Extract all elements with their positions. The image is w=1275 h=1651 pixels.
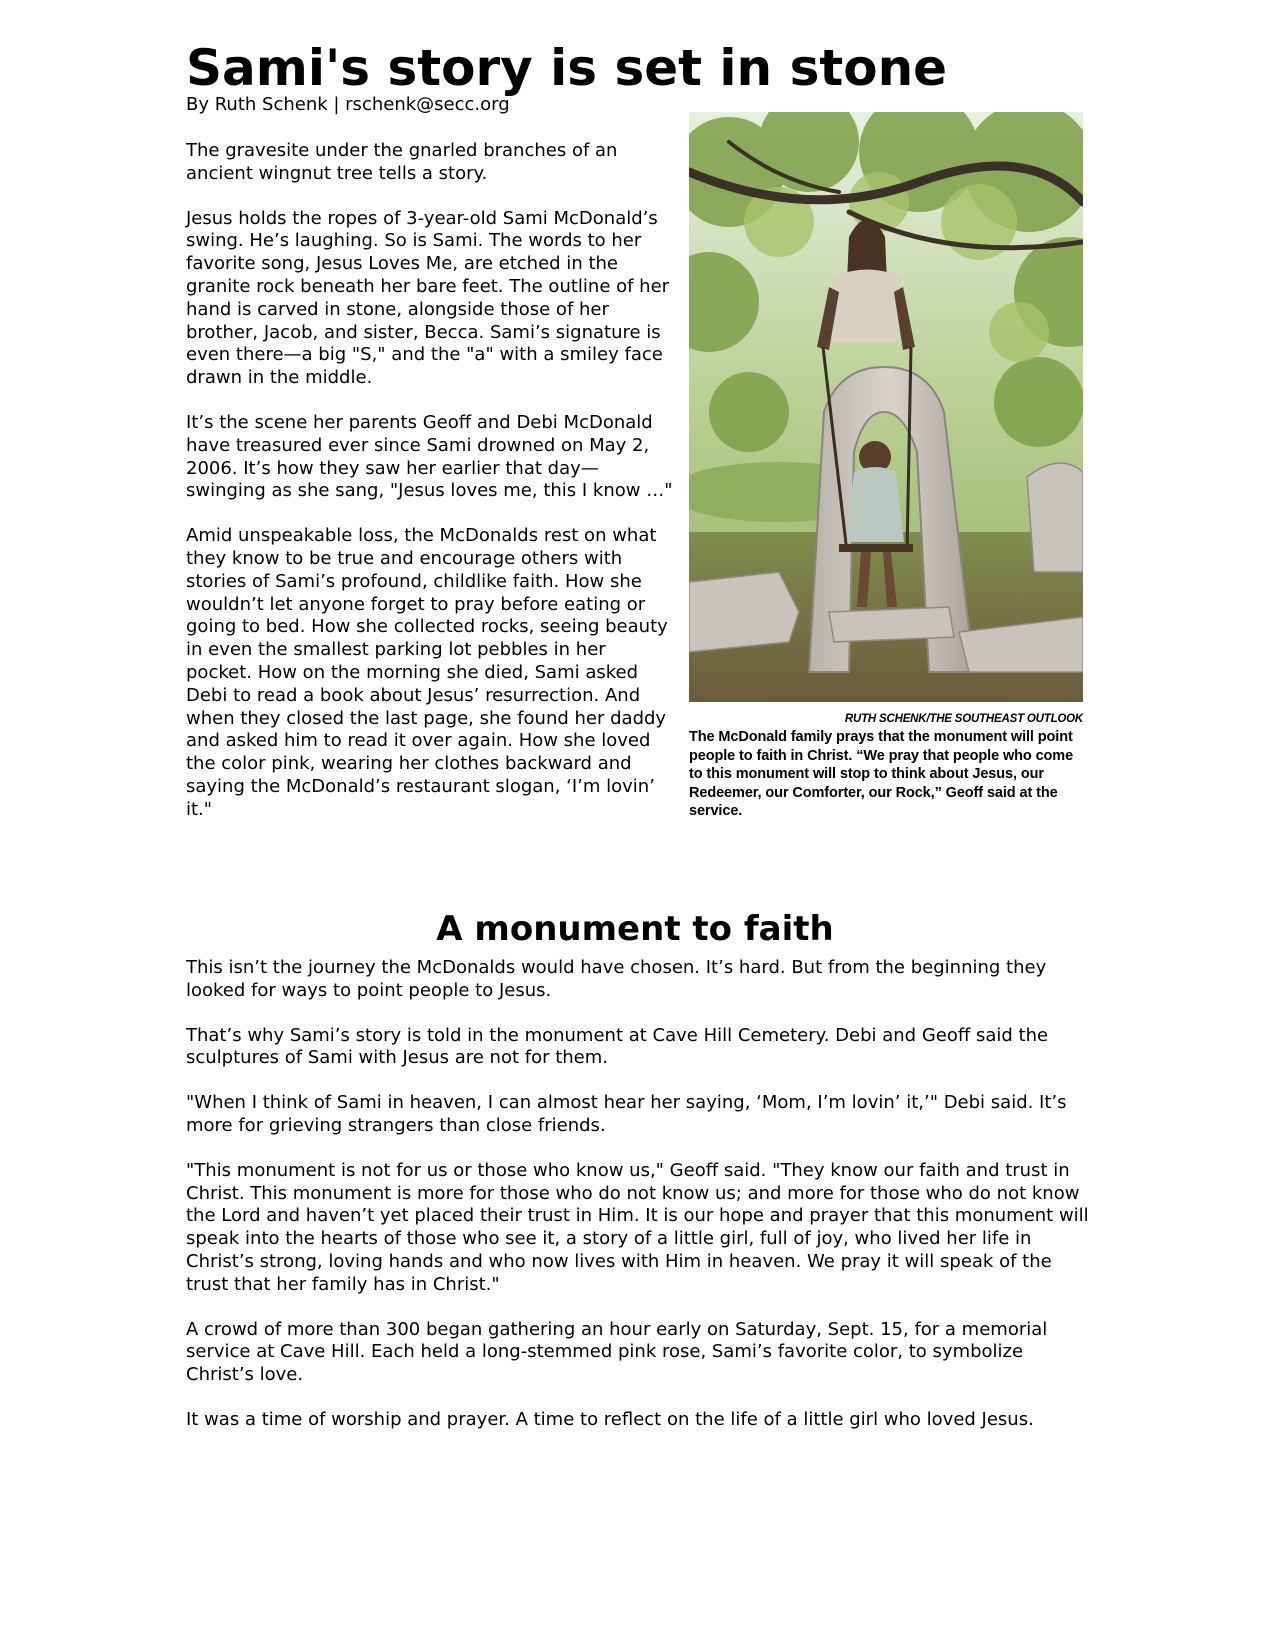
paragraph: This isn’t the journey the McDonalds would have chosen. It’s hard. But from the beginning they looked for ways to point people to Jesus. — [186, 957, 1047, 1001]
paragraph: That’s why Sami’s story is told in the monument at Cave Hill Cemetery. Debi and Geoff said the sculptures of Sami with Jesus are not for them. — [186, 1024, 1049, 1069]
article-intro — [186, 140, 676, 844]
paragraph: "This monument is not for us or those who know us," Geoff said. "They know our faith and trust in Christ. This monument is more for those who do not know us; and more for those who do not know the Lord and haven’t yet placed their trust in Him. It is our hope and prayer that this monument will speak into the hearts of those who see it, a story of a little girl, full of joy, who lived her life in Christ’s strong, loving hands and who now lives with Him in heaven. We pray it will speak of the trust that her family has in Christ." — [186, 1159, 1089, 1295]
paragraph: "When I think of Sami in heaven, I can almost hear her saying, ‘Mom, I’m lovin’ it,’" Debi said. It’s more for grieving strangers than close friends. — [186, 1092, 1067, 1136]
article-body — [186, 957, 1091, 1454]
photo-credit: RUTH SCHENK/THE SOUTHEAST OUTLOOK — [844, 713, 1083, 725]
article-title: Sami's story is set in stone — [186, 39, 948, 97]
byline: By Ruth Schenk | rschenk@secc.org — [186, 94, 510, 115]
paragraph: It’s the scene her parents Geoff and Debi McDonald have treasured ever since Sami drowned on May 2, 2006. It’s how they saw her earlier that day—swinging as she sang, "Jesus loves me, this I know …" — [186, 411, 673, 502]
paragraph: The gravesite under the gnarled branches of an ancient wingnut tree tells a story. — [186, 140, 618, 184]
photo-figure — [689, 112, 1083, 821]
paragraph: Amid unspeakable loss, the McDonalds rest on what they know to be true and encourage others with stories of Sami’s profound, childlike faith. How she wouldn’t let anyone forget to pray before eating or going to bed. How she collected rocks, seeing beauty in even the smallest parking lot pebbles in her pocket. How on the morning she died, Sami asked Debi to read a book about Jesus’ resurrection. And when they closed the last page, she found her daddy and asked him to read it over again. How she loved the color pink, wearing her clothes backward and saying the McDonald’s restaurant slogan, ‘I’m lovin’ it." — [186, 525, 668, 820]
photo-caption: The McDonald family prays that the monument will point people to faith in Christ. “We pray that people who come to this monument will stop to think about Jesus, our Redeemer, our Comforter, our Rock,” Geoff said at the service. — [689, 729, 1074, 820]
paragraph: A crowd of more than 300 began gathering an hour early on Saturday, Sept. 15, for a memorial service at Cave Hill. Each held a long-stemmed pink rose, Sami’s favorite color, to symbolize Christ’s love. — [186, 1318, 1048, 1386]
section-heading: A monument to faith — [436, 909, 834, 949]
paragraph: Jesus holds the ropes of 3-year-old Sami McDonald’s swing. He’s laughing. So is Sami. The words to her favorite song, Jesus Loves Me, are etched in the granite rock beneath her bare feet. The outline of her hand is carved in stone, alongside those of her brother, Jacob, and sister, Becca. Sami’s signature is even there—a big "S," and the "a" with a smiley face drawn in the middle. — [186, 207, 670, 389]
paragraph: It was a time of worship and prayer. A time to reflect on the life of a little girl who loved Jesus. — [186, 1408, 1034, 1430]
monument-photo — [689, 112, 1083, 702]
